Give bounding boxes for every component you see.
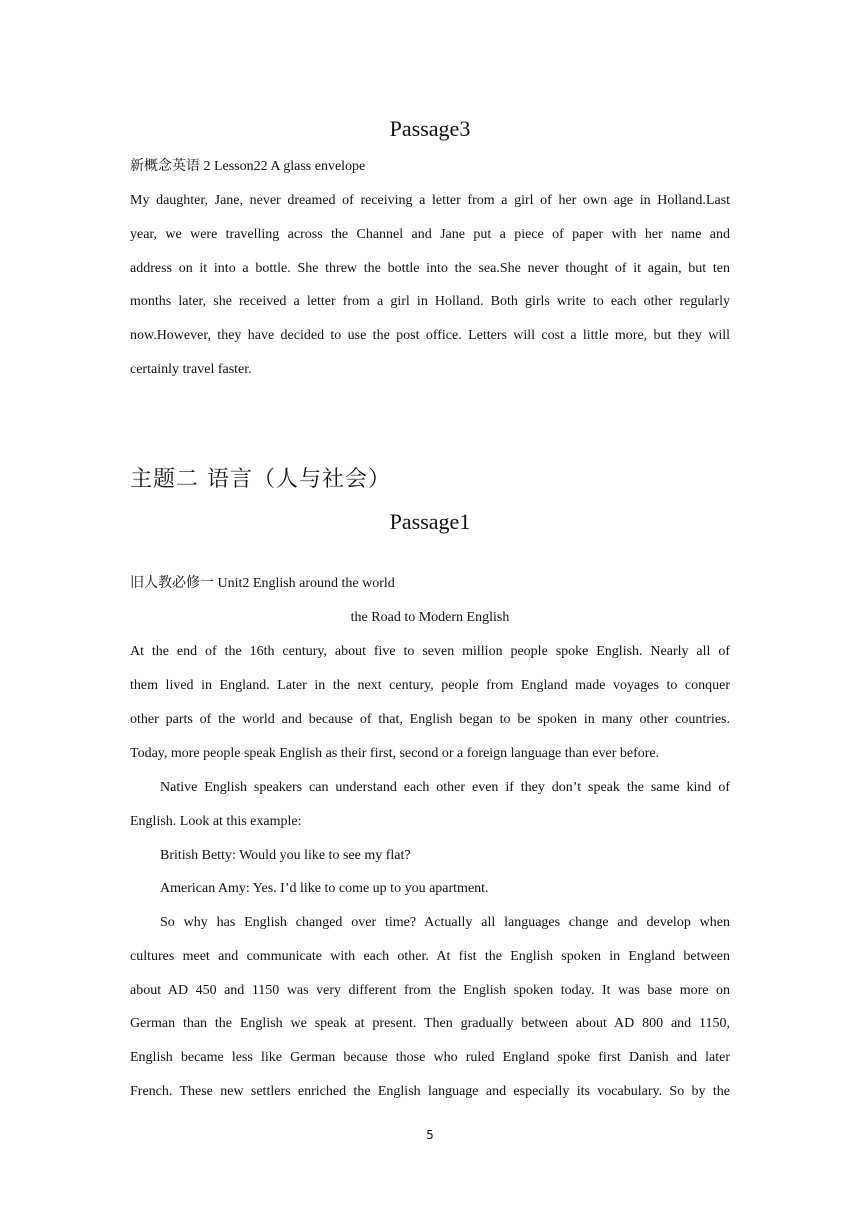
paragraph-line: cultures meet and communicate with each other. At fist the English spoken in England between <box>130 949 730 964</box>
passage3-line: year, we were travelling across the Channel and Jane put a piece of paper with her name and <box>130 227 730 242</box>
passage1-title: Passage1 <box>389 509 471 534</box>
theme-heading: 主题二 语言（人与社会） <box>130 467 391 492</box>
passage1-source: 旧人教必修一 Unit2 English around the world <box>130 576 395 591</box>
paragraph-line: Native English speakers can understand each other even if they don’t speak the same kind of <box>160 780 730 795</box>
passage3-source: 新概念英语 2 Lesson22 A glass envelope <box>130 159 366 174</box>
passage3-line: now.However, they have decided to use the post office. Letters will cost a little more, but they will <box>130 328 730 343</box>
page-number: 5 <box>426 1128 434 1142</box>
paragraph-line: German than the English we speak at present. Then gradually between about AD 800 and 1150, <box>130 1016 730 1031</box>
paragraph-line: So why has English changed over time? Actually all languages change and develop when <box>160 915 730 930</box>
passage3-line: address on it into a bottle. She threw the bottle into the sea.She never thought of it again, but ten <box>130 261 730 276</box>
passage3-title: Passage3 <box>389 116 471 141</box>
dialog-line: British Betty: Would you like to see my flat? <box>160 848 411 863</box>
passage1-subtitle: the Road to Modern English <box>350 610 510 625</box>
paragraph-line: English became less like German because those who ruled England spoke first Danish and later <box>130 1050 730 1065</box>
passage3-line: months later, she received a letter from a girl in Holland. Both girls write to each other regularly <box>130 294 730 309</box>
paragraph-line: English. Look at this example: <box>130 814 302 829</box>
paragraph-line: about AD 450 and 1150 was very different from the English spoken today. It was base more on <box>130 983 730 998</box>
paragraph-line: Today, more people speak English as their first, second or a foreign language than ever before. <box>130 746 660 761</box>
passage3-line: certainly travel faster. <box>130 362 252 377</box>
dialog-line: American Amy: Yes. I’d like to come up to you apartment. <box>160 881 489 896</box>
passage3-line: My daughter, Jane, never dreamed of receiving a letter from a girl of her own age in Holland.Last <box>130 193 730 208</box>
paragraph-line: other parts of the world and because of that, English began to be spoken in many other countries. <box>130 712 730 727</box>
paragraph-line: French. These new settlers enriched the English language and especially its vocabulary. So by the <box>130 1084 730 1099</box>
paragraph-line: them lived in England. Later in the next century, people from England made voyages to conquer <box>130 678 730 693</box>
paragraph-line: At the end of the 16th century, about five to seven million people spoke English. Nearly all of <box>130 644 730 659</box>
